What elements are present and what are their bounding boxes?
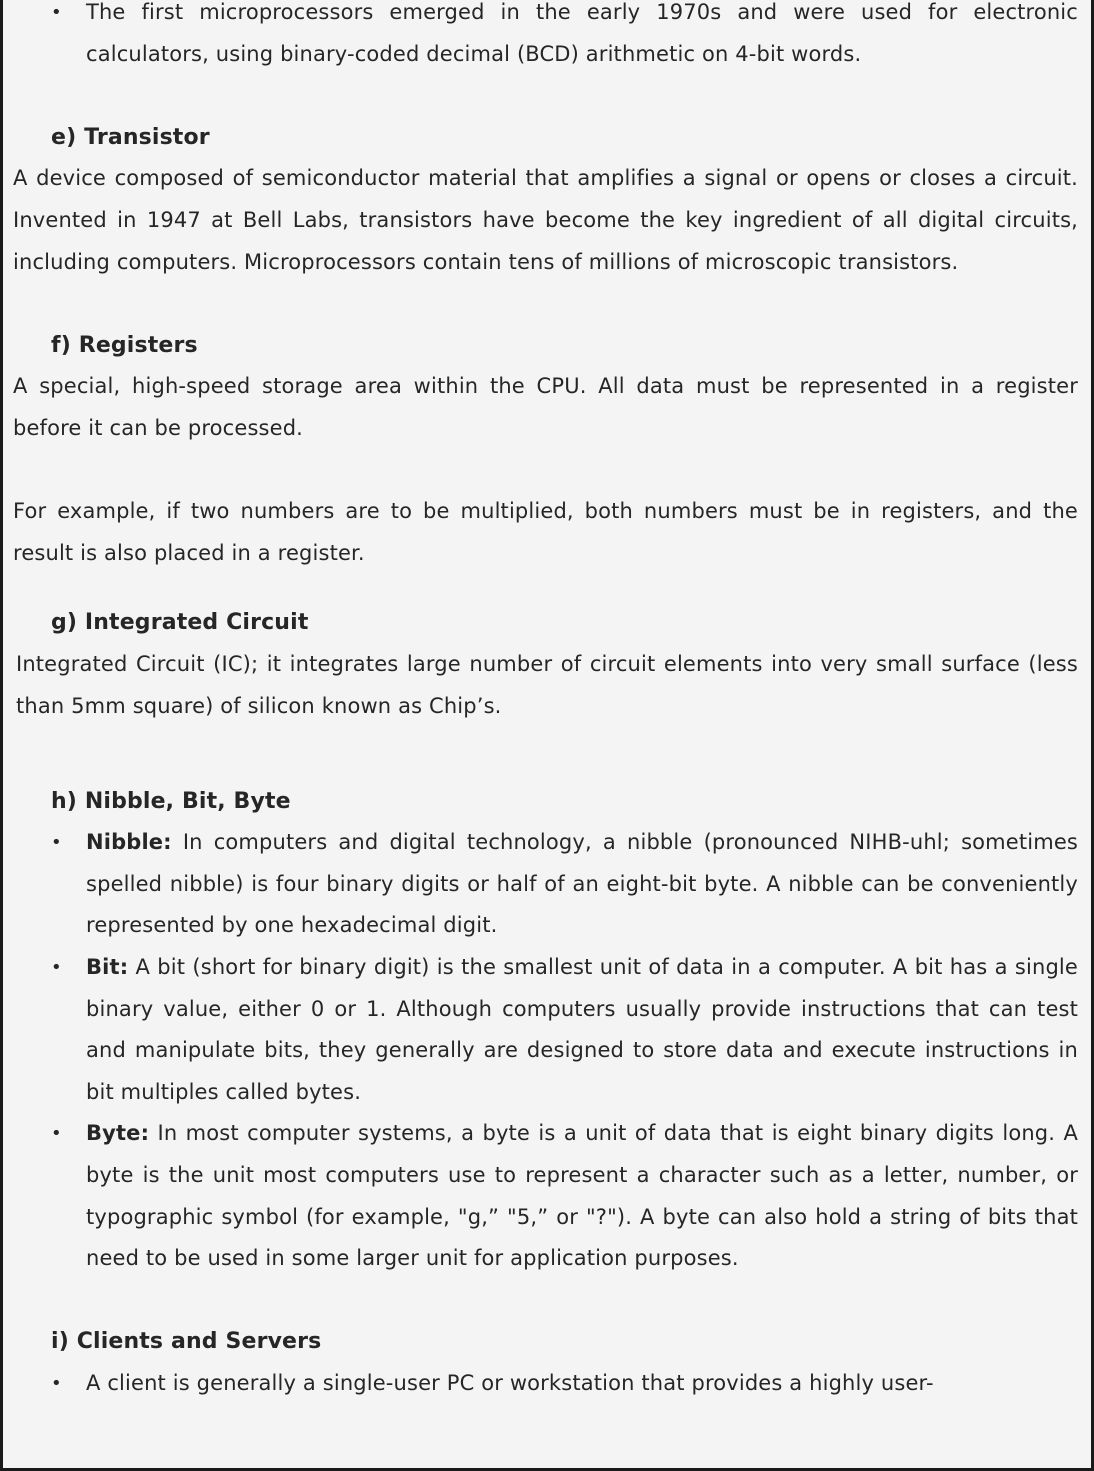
definition-byte: In most computer systems, a byte is a unit of data that is eight binary digits long. A byte is the unit most computers use to represent a character such as a letter, number, or typographic symbol (for example, "g,” "5,” or "?"). A byte can also hold a string of bits that need to be used in some larger unit for application purposes. xyxy=(86,1121,1078,1271)
list-item-bit xyxy=(13,947,1078,1113)
section-heading-clients-servers: i) Clients and Servers xyxy=(51,1329,322,1355)
nibble-bit-byte-list xyxy=(13,822,1078,1280)
intro-bullet-text: The first microprocessors emerged in the early 1970s and were used for electronic calculators, using binary-coded decimal (BCD) arithmetic on 4-bit words. xyxy=(86,0,1078,66)
bullet-icon: • xyxy=(51,832,62,854)
registers-example: For example, if two numbers are to be multiplied, both numbers must be in registers, and the result is also placed in a register. xyxy=(13,499,1078,565)
term-byte: Byte: xyxy=(86,1121,150,1146)
client-bullet-text: A client is generally a single-user PC or workstation that provides a highly user- xyxy=(86,1371,934,1395)
list-item-byte xyxy=(13,1113,1078,1279)
list-item-client xyxy=(13,1363,1078,1405)
intro-bullet-list xyxy=(13,0,1078,75)
integrated-circuit-body: Integrated Circuit (IC); it integrates large number of circuit elements into very small surface (less than 5mm square) of silicon known as Chip’s. xyxy=(16,651,1078,718)
section-heading-integrated-circuit: g) Integrated Circuit xyxy=(51,610,309,636)
registers-body: A special, high-speed storage area within the CPU. All data must be represented in a register before it can be processed. xyxy=(13,374,1078,440)
section-heading-registers: f) Registers xyxy=(51,332,198,358)
clients-servers-list xyxy=(13,1363,1078,1405)
bullet-icon: • xyxy=(51,1373,62,1394)
transistor-body: A device composed of semiconductor material that amplifies a signal or opens or closes a circuit. Invented in 1947 at Bell Labs, transistors have become the key ingredient of all digital circuits, including computers. Microprocessors contain tens of millions of microscopic transistors. xyxy=(13,166,1078,274)
term-nibble: Nibble: xyxy=(86,830,172,855)
definition-nibble: In computers and digital technology, a nibble (pronounced NIHB-uhl; sometimes spelled nibble) is four binary digits or half of an eight-bit byte. A nibble can be conveniently represented by one hexadecimal digit. xyxy=(86,830,1078,938)
section-heading-nibble-bit-byte: h) Nibble, Bit, Byte xyxy=(51,788,291,814)
list-item-nibble xyxy=(13,822,1078,947)
document-content xyxy=(13,0,1078,1405)
bullet-icon: • xyxy=(51,957,62,979)
list-item xyxy=(13,0,1078,75)
definition-bit: A bit (short for binary digit) is the smallest unit of data in a computer. A bit has a single binary value, either 0 or 1. Although computers usually provide instructions that can test and manipulate bits, they generally are designed to store data and execute instructions in bit multiples called bytes. xyxy=(86,955,1078,1104)
term-bit: Bit: xyxy=(86,955,129,980)
bullet-icon: • xyxy=(51,1123,62,1145)
bullet-icon: • xyxy=(51,2,62,23)
section-heading-transistor: e) Transistor xyxy=(51,124,210,150)
